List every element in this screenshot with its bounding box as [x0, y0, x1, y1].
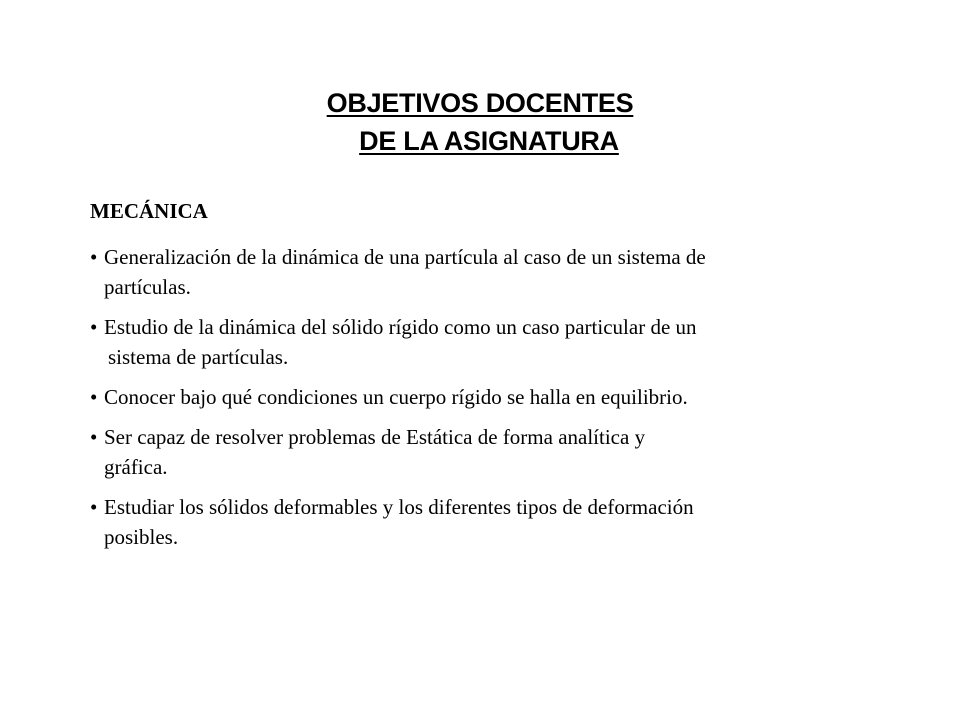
objective-line: [90, 422, 890, 452]
objective-continuation: posibles.: [104, 525, 179, 549]
subject-heading: MECÁNICA: [90, 199, 208, 223]
objective-text: Conocer bajo qué condiciones un cuerpo rígido se halla en equilibrio.: [104, 385, 688, 409]
objective-item: [90, 492, 890, 552]
objective-item: [90, 242, 890, 302]
title-line-1: [0, 84, 960, 122]
bullet-icon: •: [90, 315, 98, 339]
objective-item: [90, 312, 890, 372]
objectives-section: [90, 196, 890, 562]
bullet-icon: •: [90, 385, 98, 409]
title-line-2-text: DE LA ASIGNATURA: [359, 126, 619, 156]
objective-continuation: sistema de partículas.: [108, 345, 289, 369]
title-line-1-text: OBJETIVOS DOCENTES: [326, 88, 634, 118]
title-line-2: [0, 122, 960, 160]
bullet-icon: •: [90, 425, 98, 449]
objective-line: [90, 382, 890, 412]
objective-line: [90, 312, 890, 342]
objective-line: [90, 242, 890, 272]
objective-text: Estudio de la dinámica del sólido rígido como un caso particular de un: [104, 315, 697, 339]
objective-continuation: gráfica.: [104, 455, 168, 479]
page-title: [0, 84, 960, 160]
objective-text: Estudiar los sólidos deformables y los diferentes tipos de deformación: [104, 495, 694, 519]
objective-continuation: partículas.: [104, 275, 191, 299]
objective-item: [90, 382, 890, 412]
bullet-icon: •: [90, 245, 98, 269]
objective-text: Ser capaz de resolver problemas de Estática de forma analítica y: [104, 425, 646, 449]
objective-item: [90, 422, 890, 482]
objective-line: [90, 492, 890, 522]
bullet-icon: •: [90, 495, 98, 519]
objective-text: Generalización de la dinámica de una partícula al caso de un sistema de: [104, 245, 706, 269]
